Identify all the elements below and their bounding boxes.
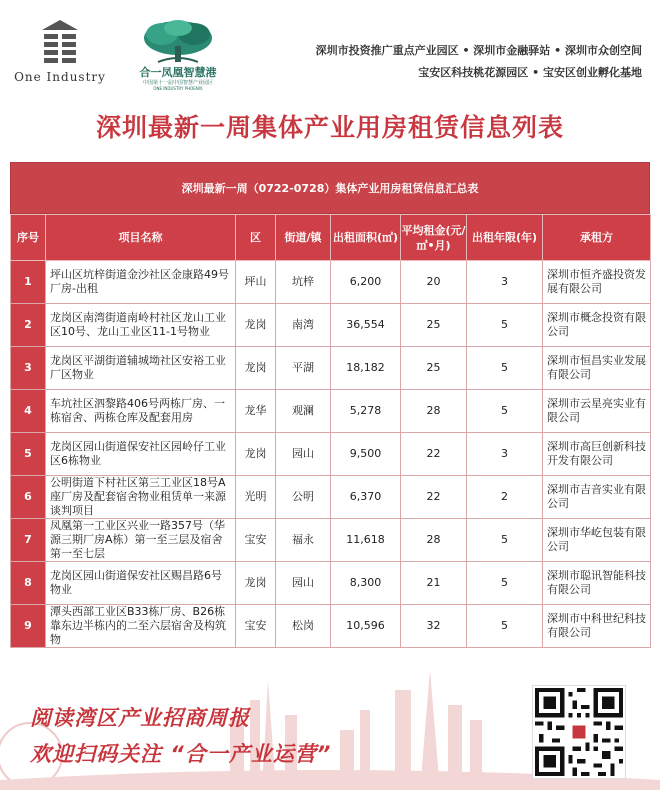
row-project-name: 公明街道下村社区第三工业区18号A座厂房及配套宿舍物业租赁单一来源谈判项目 xyxy=(46,476,236,519)
rental-table xyxy=(10,214,651,648)
row-tenant: 深圳市聪讯智能科技有限公司 xyxy=(543,562,651,605)
col-header-rent: 平均租金(元/㎡•月) xyxy=(401,215,467,261)
row-term: 5 xyxy=(467,390,543,433)
row-district: 宝安 xyxy=(236,519,276,562)
row-term: 5 xyxy=(467,347,543,390)
row-tenant: 深圳市中科世纪科技有限公司 xyxy=(543,605,651,648)
table-row xyxy=(11,476,651,519)
row-no: 2 xyxy=(11,304,46,347)
table-summary-title: 深圳最新一周（0722-0728）集体产业用房租赁信息汇总表 xyxy=(10,162,650,214)
row-term: 3 xyxy=(467,433,543,476)
table-row xyxy=(11,562,651,605)
table-row xyxy=(11,433,651,476)
row-district: 龙华 xyxy=(236,390,276,433)
row-street: 坑梓 xyxy=(276,261,331,304)
col-header-tenant: 承租方 xyxy=(543,215,651,261)
row-rent: 25 xyxy=(401,304,467,347)
row-project-name: 龙岗区平湖街道辅城坳社区安裕工业厂区物业 xyxy=(46,347,236,390)
col-header-area: 出租面积(㎡) xyxy=(331,215,401,261)
promo-line-1: 阅读湾区产业招商周报 xyxy=(30,706,250,730)
col-header-term: 出租年限(年) xyxy=(467,215,543,261)
row-tenant: 深圳市恒齐盛投资发展有限公司 xyxy=(543,261,651,304)
row-rent: 32 xyxy=(401,605,467,648)
one-industry-logo xyxy=(10,20,110,90)
phoenix-logo xyxy=(128,18,228,94)
park-line-1: 深圳市投资推广重点产业园区 • 深圳市金融驿站 • 深圳市众创空间 xyxy=(315,44,642,57)
table-row xyxy=(11,347,651,390)
row-district: 龙岗 xyxy=(236,433,276,476)
phoenix-logo-cn: 合一凤凰智慧港 xyxy=(139,66,217,79)
table-row xyxy=(11,605,651,648)
row-term: 5 xyxy=(467,605,543,648)
table-row xyxy=(11,519,651,562)
row-term: 2 xyxy=(467,476,543,519)
row-district: 龙岗 xyxy=(236,304,276,347)
row-no: 5 xyxy=(11,433,46,476)
row-tenant: 深圳市概念投资有限公司 xyxy=(543,304,651,347)
table-row xyxy=(11,390,651,433)
row-street: 福永 xyxy=(276,519,331,562)
row-area: 9,500 xyxy=(331,433,401,476)
row-term: 5 xyxy=(467,562,543,605)
row-project-name: 龙岗区园山街道保安社区赐昌路6号物业 xyxy=(46,562,236,605)
one-industry-logo-text: One Industry xyxy=(14,70,106,84)
row-no: 4 xyxy=(11,390,46,433)
row-term: 3 xyxy=(467,261,543,304)
row-area: 6,200 xyxy=(331,261,401,304)
rental-table-container xyxy=(10,162,650,648)
row-term: 5 xyxy=(467,304,543,347)
row-district: 坪山 xyxy=(236,261,276,304)
row-no: 6 xyxy=(11,476,46,519)
row-area: 36,554 xyxy=(331,304,401,347)
row-tenant: 深圳市恒昌实业发展有限公司 xyxy=(543,347,651,390)
col-header-no: 序号 xyxy=(11,215,46,261)
tree-logo-icon xyxy=(138,18,218,64)
row-street: 观澜 xyxy=(276,390,331,433)
table-row xyxy=(11,304,651,347)
row-no: 3 xyxy=(11,347,46,390)
row-rent: 22 xyxy=(401,433,467,476)
row-term: 5 xyxy=(467,519,543,562)
row-rent: 21 xyxy=(401,562,467,605)
row-street: 园山 xyxy=(276,562,331,605)
row-tenant: 深圳市吉音实业有限公司 xyxy=(543,476,651,519)
row-street: 平湖 xyxy=(276,347,331,390)
row-project-name: 坪山区坑梓街道金沙社区金康路49号厂房-出租 xyxy=(46,261,236,304)
promo-line-2: 欢迎扫码关注 “合一产业运营” xyxy=(30,742,332,766)
page-header xyxy=(0,0,660,100)
park-line-2: 宝安区科技桃花源园区 • 宝安区创业孵化基地 xyxy=(418,66,642,79)
col-header-street: 街道/镇 xyxy=(276,215,331,261)
qr-code-icon xyxy=(535,688,623,776)
row-area: 5,278 xyxy=(331,390,401,433)
building-logo-icon xyxy=(42,20,78,66)
row-area: 10,596 xyxy=(331,605,401,648)
row-project-name: 龙岗区南湾街道南岭村社区龙山工业区10号、龙山工业区11-1号物业 xyxy=(46,304,236,347)
row-project-name: 龙岗区园山街道保安社区园岭仔工业区6栋物业 xyxy=(46,433,236,476)
row-district: 龙岗 xyxy=(236,562,276,605)
row-rent: 22 xyxy=(401,476,467,519)
table-header-row xyxy=(11,215,651,261)
phoenix-logo-en: ONE INDUSTRY PHOENIX xyxy=(153,86,203,91)
row-no: 7 xyxy=(11,519,46,562)
row-rent: 28 xyxy=(401,390,467,433)
row-rent: 20 xyxy=(401,261,467,304)
row-rent: 25 xyxy=(401,347,467,390)
row-area: 11,618 xyxy=(331,519,401,562)
row-area: 8,300 xyxy=(331,562,401,605)
row-street: 园山 xyxy=(276,433,331,476)
row-rent: 28 xyxy=(401,519,467,562)
col-header-district: 区 xyxy=(236,215,276,261)
qr-code[interactable] xyxy=(533,686,625,778)
page-title: 深圳最新一周集体产业用房租赁信息列表 xyxy=(95,113,564,142)
table-row xyxy=(11,261,651,304)
promo-text xyxy=(30,700,331,772)
phoenix-logo-subtitle: 中国第十一届中国智慧产业园区 xyxy=(142,80,213,86)
row-street: 南湾 xyxy=(276,304,331,347)
row-district: 龙岗 xyxy=(236,347,276,390)
row-project-name: 潭头西部工业区B33栋厂房、B26栋靠东边半栋内的二至六层宿舍及构筑物 xyxy=(46,605,236,648)
row-district: 宝安 xyxy=(236,605,276,648)
row-project-name: 车坑社区泗黎路406号两栋厂房、一栋宿舍、两栋仓库及配套用房 xyxy=(46,390,236,433)
row-no: 8 xyxy=(11,562,46,605)
col-header-name: 项目名称 xyxy=(46,215,236,261)
row-tenant: 深圳市高巨创新科技开发有限公司 xyxy=(543,433,651,476)
row-no: 9 xyxy=(11,605,46,648)
row-tenant: 深圳市华屹包装有限公司 xyxy=(543,519,651,562)
row-street: 公明 xyxy=(276,476,331,519)
park-list xyxy=(282,40,642,84)
row-no: 1 xyxy=(11,261,46,304)
row-area: 18,182 xyxy=(331,347,401,390)
row-project-name: 凤凰第一工业区兴业一路357号（华源三期厂房A栋）第一至三层及宿舍第一至七层 xyxy=(46,519,236,562)
page-footer xyxy=(0,660,660,790)
row-district: 光明 xyxy=(236,476,276,519)
row-area: 6,370 xyxy=(331,476,401,519)
row-tenant: 深圳市云星亮实业有限公司 xyxy=(543,390,651,433)
row-street: 松岗 xyxy=(276,605,331,648)
